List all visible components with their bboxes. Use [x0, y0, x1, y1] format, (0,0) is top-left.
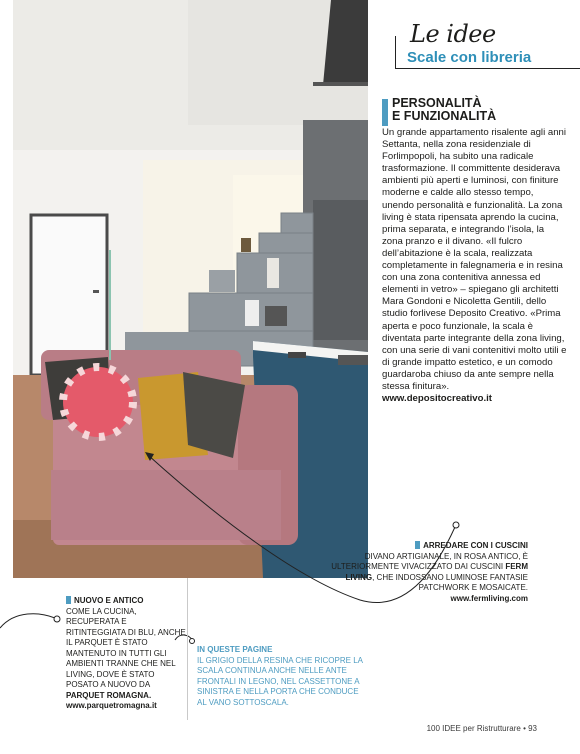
- caption-old-new-heading: NUOVO E ANTICO: [74, 596, 144, 605]
- caption-cushions-link[interactable]: www.fermliving.com: [450, 593, 528, 603]
- title-accent-bar: [382, 99, 388, 126]
- caption-cushions-brand: FERM LIVING: [345, 562, 528, 582]
- caption-accent-bar: [415, 541, 420, 549]
- caption-these-pages-heading: IN QUESTE PAGINE: [197, 645, 273, 654]
- caption-old-new-link[interactable]: www.parquetromagna.it: [66, 701, 157, 710]
- caption-old-new-brand: PARQUET ROMAGNA.: [66, 690, 152, 700]
- section-subtitle: Scale con libreria: [407, 49, 532, 66]
- living-room-photo: [13, 0, 368, 578]
- caption-cushions-heading: ARREDARE CON I CUSCINI: [423, 541, 528, 550]
- caption-cushions-text-b: , CHE INDOSSANO LUMINOSE FANTASIE PATCHWORK E MOSAICATE.: [372, 572, 528, 592]
- caption-accent-bar: [66, 596, 71, 604]
- caption-old-new: [66, 596, 186, 712]
- page-folio: 100 IDEE per Ristrutturare • 93: [426, 724, 537, 733]
- caption-these-pages-text: IL GRIGIO DELLA RESINA CHE RICOPRE LA SCALA CONTINUA ANCHE NELLE ANTE FRONTALI IN LEGNO, NEL CASSETTONE A SINISTRA E NELLA PORTA CHE CONDUCE AL VANO SOTTOSCALA.: [197, 655, 363, 707]
- article-title: [392, 97, 496, 123]
- article-title-line2: E FUNZIONALITÀ: [392, 109, 497, 123]
- caption-old-new-text: COME LA CUCINA, RECUPERATA E RITINTEGGIATA DI BLU, ANCHE IL PARQUET È STATO MANTENUTO IN TUTTI GLI AMBIENTI TRANNE CHE NEL LIVING, DOVE È STATO POSATO A NUOVO DA: [66, 606, 186, 689]
- column-divider: [187, 578, 188, 720]
- article-title-line1: PERSONALITÀ: [392, 96, 482, 110]
- article-link[interactable]: www.depositocreativo.it: [382, 393, 492, 405]
- caption-cushions: [328, 541, 528, 604]
- caption-these-pages: [197, 645, 367, 708]
- article-body-text: Un grande appartamento risalente agli anni Settanta, nella zona residenziale di Forlimpopoli, ha subito una radicale trasformazione. Il committente desiderava ambienti più aperti e luminosi, con finiture moderne e calde allo stesso tempo, unendo personalità e funzionalità. La zona living è stata ripensata aprendo la cucina, prima separata, e integrando l’isola, la zona pranzo e il divano. «Il fulcro dell’abitazione è la scala, realizzata completamente in falegnameria e in resina con una zona contenitiva annessa ed elementi in vetro» – spiegano gli architetti Mara Gondoni e Nicoletta Gentili, dello studio forlivese Deposito Creativo. «Prima aperta e poco funzionale, la scala è diventata parte integrante della zona living, con una serie di vani contenitivi molto utili e di grande impatto estetico, e un comodo guardaroba chiuso da ante sempre nella stessa finitura».: [382, 127, 567, 392]
- header-bracket: [395, 36, 404, 68]
- caption-cushions-text-a: DIVANO ARTIGIANALE, IN ROSA ANTICO, È ULTERIORMENTE VIVACIZZATO DAI CUSCINI: [331, 551, 528, 571]
- section-title: Le idee: [410, 20, 496, 48]
- article-body: [382, 127, 567, 405]
- living-room-illustration: [13, 0, 368, 578]
- header-rule: [395, 68, 580, 69]
